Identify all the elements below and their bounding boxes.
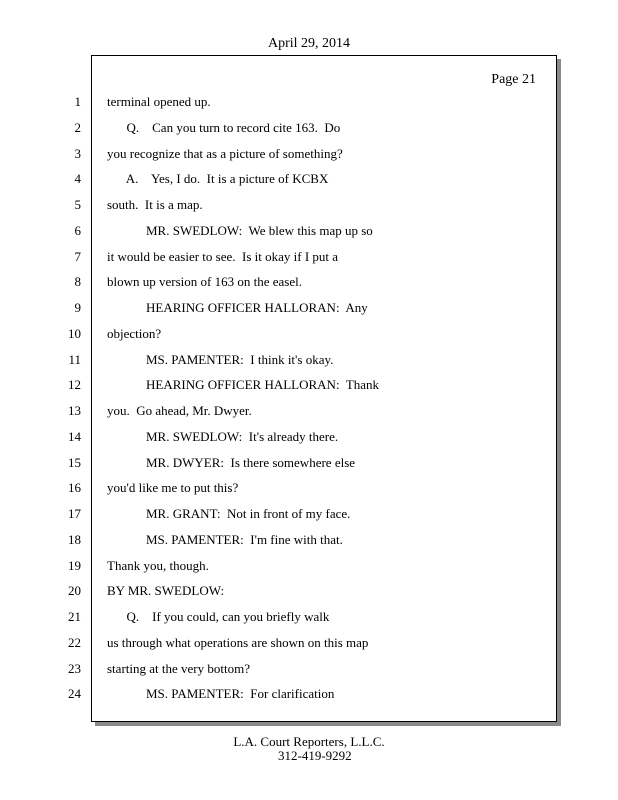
line-number: 6 — [74, 222, 81, 238]
line-text: HEARING OFFICER HALLORAN: Thank — [107, 377, 380, 393]
line-text: starting at the very bottom? — [107, 660, 250, 676]
line-number: 10 — [68, 325, 81, 341]
line-number: 13 — [68, 403, 81, 418]
line-number: 2 — [74, 119, 81, 135]
line-text: you recognize that as a picture of something? — [107, 145, 343, 161]
footer-firm: L.A. Court Reporters, L.L.C. — [233, 734, 385, 749]
line-number: 24 — [68, 686, 81, 702]
line-text: HEARING OFFICER HALLORAN: Any — [107, 300, 368, 315]
line-text: Q. If you could, can you briefly walk — [107, 609, 330, 624]
line-number: 5 — [74, 197, 81, 212]
line-text: you'd like me to put this? — [107, 480, 239, 496]
line-text: MR. GRANT: Not in front of my face. — [107, 506, 351, 521]
line-number: 7 — [74, 248, 81, 264]
line-number: 4 — [74, 171, 81, 187]
line-number: 11 — [68, 351, 81, 367]
line-number: 12 — [68, 377, 81, 393]
line-number: 9 — [74, 300, 81, 315]
line-text: it would be easier to see. Is it okay if I put a — [107, 248, 339, 264]
line-number: 20 — [68, 583, 81, 599]
line-text: MR. SWEDLOW: It's already there. — [107, 428, 339, 444]
line-text: BY MR. SWEDLOW: — [107, 583, 225, 599]
page-number: Page 21 — [491, 72, 536, 87]
line-text: Thank you, though. — [107, 557, 209, 573]
line-text: you. Go ahead, Mr. Dwyer. — [107, 403, 252, 418]
line-text: MR. DWYER: Is there somewhere else — [107, 454, 356, 470]
line-text: objection? — [107, 325, 162, 341]
line-text: terminal opened up. — [107, 94, 211, 109]
line-number: 3 — [74, 145, 81, 161]
line-text: us through what operations are shown on this map — [107, 634, 369, 650]
line-number: 14 — [68, 428, 81, 444]
line-text: A. Yes, I do. It is a picture of KCBX — [107, 171, 329, 187]
line-number: 18 — [68, 531, 81, 547]
line-number: 19 — [68, 557, 81, 573]
line-text: MS. PAMENTER: For clarification — [107, 686, 335, 702]
line-number: 21 — [68, 609, 81, 624]
line-text: south. It is a map. — [107, 197, 203, 212]
header-date: April 29, 2014 — [267, 36, 351, 51]
line-text: MS. PAMENTER: I think it's okay. — [107, 351, 334, 367]
line-number: 22 — [68, 634, 81, 650]
line-number: 8 — [74, 274, 81, 290]
line-number: 16 — [68, 480, 81, 496]
line-number: 1 — [74, 94, 81, 109]
line-number: 17 — [68, 506, 81, 521]
line-number: 15 — [68, 454, 81, 470]
line-text: MS. PAMENTER: I'm fine with that. — [107, 531, 343, 547]
line-text: MR. SWEDLOW: We blew this map up so — [107, 222, 373, 238]
line-text: blown up version of 163 on the easel. — [107, 274, 302, 290]
line-number: 23 — [68, 660, 81, 676]
footer-phone: 312-419-9292 — [278, 748, 352, 763]
line-text: Q. Can you turn to record cite 163. Do — [107, 119, 341, 135]
